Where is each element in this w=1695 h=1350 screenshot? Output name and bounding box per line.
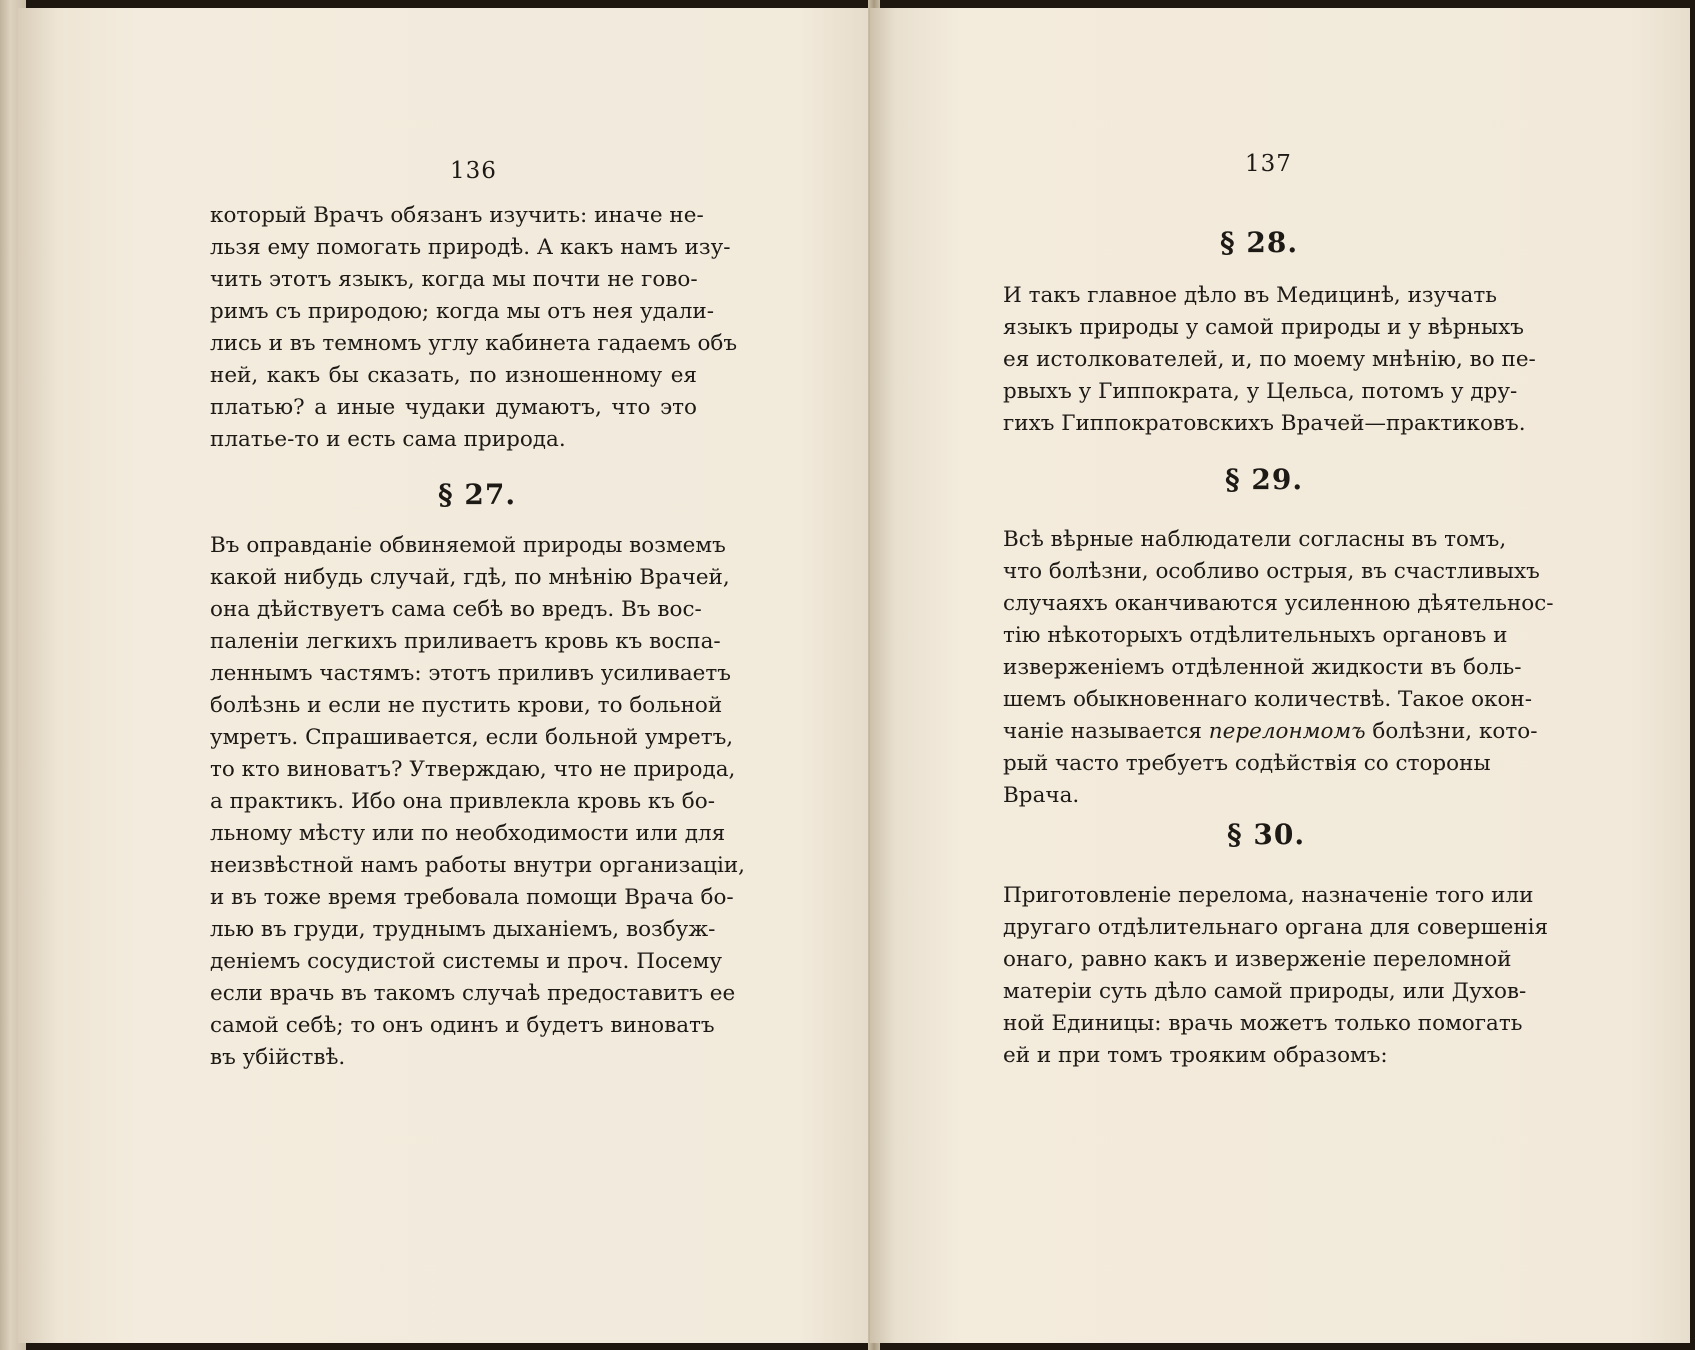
text-line: неизвѣстной намъ работы внутри организаціи, xyxy=(210,853,746,878)
section-heading: § 29. xyxy=(1225,463,1304,496)
text-line: рый часто требуетъ содѣйствія со стороны xyxy=(1003,751,1491,776)
text-line: который Врачъ обязанъ изучить: иначе не- xyxy=(210,203,704,228)
text-fragment: болѣзни, кото- xyxy=(1372,719,1538,744)
section-heading: § 28. xyxy=(1220,226,1299,259)
text-line: паленіи легкихъ приливаетъ кровь къ воспа- xyxy=(210,629,721,654)
text-line: ней, какъ бы сказать, по изношенному ея xyxy=(210,363,697,388)
text-line: другаго отдѣлительнаго органа для совершенія xyxy=(1003,915,1549,940)
text-line: ея истолкователей, и, по моему мнѣнію, во пе- xyxy=(1003,347,1536,372)
text-line: какой нибудь случай, гдѣ, по мнѣнію Врачей, xyxy=(210,565,730,590)
text-line: болѣзнь и если не пустить крови, то больной xyxy=(210,693,723,718)
text-line: Приготовленіе перелома, назначеніе того или xyxy=(1003,883,1534,908)
text-line: Всѣ вѣрные наблюдатели согласны въ томъ, xyxy=(1003,527,1507,552)
paragraph xyxy=(210,200,738,456)
text-line: рвыхъ у Гиппократа, у Цельса, потомъ у дру- xyxy=(1003,379,1518,404)
text-line: Врача. xyxy=(1003,783,1080,808)
text-line: лью въ груди, труднымъ дыханіемъ, возбуж- xyxy=(210,917,716,942)
text-line: изверженіемъ отдѣленной жидкости въ боль- xyxy=(1003,655,1522,680)
text-line: случаяхъ оканчиваются усиленною дѣятельнос- xyxy=(1003,591,1554,616)
right-page xyxy=(870,8,1690,1343)
paragraph xyxy=(1003,880,1549,1072)
text-line: а практикъ. Ибо она привлекла кровь къ бо- xyxy=(210,789,715,814)
text-line: ной Единицы: врачь можетъ только помогать xyxy=(1003,1011,1523,1036)
paragraph xyxy=(210,530,746,1074)
text-line: языкъ природы у самой природы и у вѣрныхъ xyxy=(1003,315,1524,340)
section-heading: § 30. xyxy=(1227,818,1306,851)
text-fragment: чаніе называется xyxy=(1003,719,1202,744)
text-line: шемъ обыкновеннаго количествѣ. Такое окон- xyxy=(1003,687,1533,712)
text-line: то кто виноватъ? Утверждаю, что не природа, xyxy=(210,757,736,782)
text-line: и въ тоже время требовала помощи Врача бо- xyxy=(210,885,734,910)
text-line: въ убійствѣ. xyxy=(210,1045,346,1070)
text-line: Въ оправданіе обвиняемой природы возмемъ xyxy=(210,533,726,558)
text-line: платью? а иные чудаки думаютъ, что это xyxy=(210,395,697,420)
section-heading: § 27. xyxy=(438,478,517,511)
paragraph xyxy=(1003,524,1554,812)
text-line: онаго, равно какъ и изверженіе переломной xyxy=(1003,947,1512,972)
text-line: умретъ. Спрашивается, если больной умретъ, xyxy=(210,725,734,750)
text-line: матеріи суть дѣло самой природы, или Духов- xyxy=(1003,979,1527,1004)
emphasized-term: перелонмомъ xyxy=(1208,719,1366,744)
text-line: она дѣйствуетъ сама себѣ во вредъ. Въ вос- xyxy=(210,597,702,622)
text-line: если врачь въ такомъ случаѣ предоставитъ ее xyxy=(210,981,736,1006)
text-line: тію нѣкоторыхъ отдѣлительныхъ органовъ и xyxy=(1003,623,1508,648)
text-line: лись и въ темномъ углу кабинета гадаемъ объ xyxy=(210,331,738,356)
left-page xyxy=(18,8,886,1343)
text-line: леннымъ частямъ: этотъ приливъ усиливаетъ xyxy=(210,661,731,686)
text-line: платье-то и есть сама природа. xyxy=(210,427,566,452)
text-line: римъ съ природою; когда мы отъ нея удали- xyxy=(210,299,714,324)
text-line: гихъ Гиппократовскихъ Врачей—практиковъ. xyxy=(1003,411,1526,436)
text-line: что болѣзни, особливо острыя, въ счастливыхъ xyxy=(1003,559,1540,584)
text-line: ей и при томъ трояким образомъ: xyxy=(1003,1043,1388,1068)
text-line: деніемъ сосудистой системы и проч. Посему xyxy=(210,949,723,974)
text-line: льному мѣсту или по необходимости или для xyxy=(210,821,726,846)
page-number: 136 xyxy=(450,158,497,184)
text-line: льзя ему помогать природѣ. А какъ намъ изу- xyxy=(210,235,731,260)
page-number: 137 xyxy=(1245,151,1292,177)
text-line xyxy=(1003,716,1538,748)
text-line: И такъ главное дѣло въ Медицинѣ, изучать xyxy=(1003,283,1497,308)
text-line: самой себѣ; то онъ одинъ и будетъ виноватъ xyxy=(210,1013,715,1038)
paragraph xyxy=(1003,280,1536,440)
text-line: чить этотъ языкъ, когда мы почти не гово- xyxy=(210,267,698,292)
